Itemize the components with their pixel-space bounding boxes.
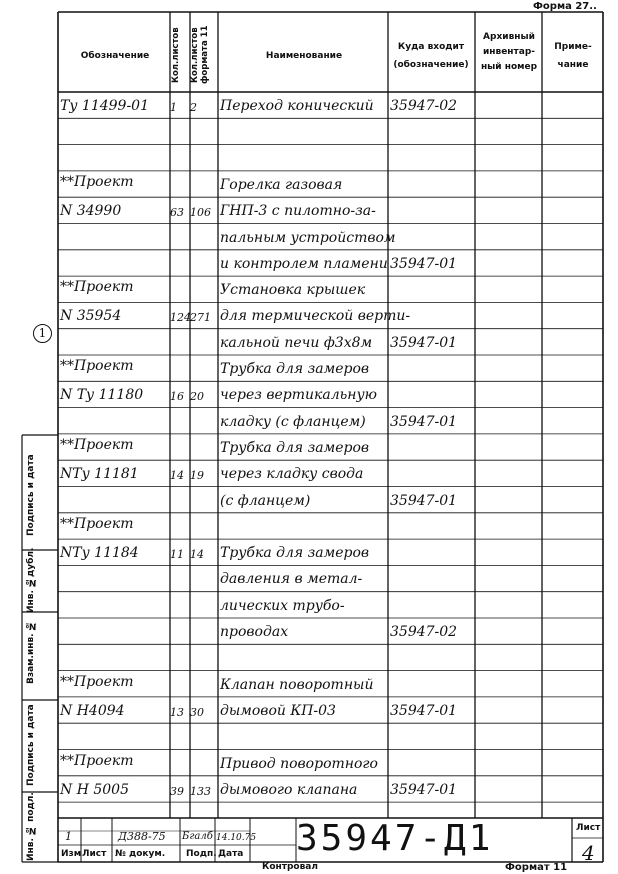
- stamp-izm-value: 1: [65, 830, 72, 843]
- header-designation: Обозначение: [80, 51, 150, 61]
- header-format11: [190, 18, 214, 92]
- stamp-col-izm: Изм: [61, 849, 82, 859]
- form-label: Форма 27..: [533, 1, 597, 12]
- cell-designation: Ту 11499-01: [60, 98, 149, 114]
- cell-sheets: 63: [170, 206, 184, 220]
- cell-format11: 2: [190, 101, 197, 114]
- cell-name: ГНП-3 с пилотно-за-: [220, 203, 376, 220]
- cell-name: пальным устройством: [220, 229, 396, 246]
- cell-designation: **Проект: [60, 515, 134, 532]
- stamp-col-list: Лист: [82, 849, 107, 859]
- stamp-doc-number: Д388-75: [118, 830, 166, 843]
- format-label: Формат 11: [505, 862, 568, 873]
- cell-designation: N 34990: [60, 203, 122, 220]
- cell-designation: NТу 11181: [60, 466, 139, 483]
- cell-name: для термической верти-: [220, 308, 411, 325]
- stamp-date-value: 14.10.75: [216, 833, 257, 843]
- cell-name: Установка крышек: [220, 282, 366, 299]
- header-name: Наименование: [265, 51, 343, 61]
- cell-format11: 14: [190, 548, 204, 562]
- cell-name: Переход конический: [220, 98, 374, 114]
- cell-sheets: 16: [170, 390, 184, 404]
- cell-name: лических трубо-: [220, 597, 345, 614]
- cell-sheets: 13: [170, 705, 184, 719]
- header-archive: Архивный инвентар-ный номер: [480, 32, 538, 72]
- cell-name: Горелка газовая: [220, 176, 343, 193]
- cell-where: 35947-01: [390, 702, 458, 719]
- cell-name: дымового клапана: [220, 781, 358, 798]
- cell-where: 35947-01: [390, 413, 458, 430]
- cell-where: 35947-01: [390, 492, 458, 509]
- header-note: Приме-чание: [554, 42, 592, 70]
- cell-where: 35947-02: [390, 98, 458, 114]
- cell-name: Трубка для замеров: [220, 361, 370, 377]
- side-label-sign-date-top: Подпись и дата: [26, 454, 36, 536]
- cell-format11: 30: [190, 705, 204, 719]
- cell-designation: **Проект: [60, 752, 134, 769]
- side-label-inv-orig: Инв. № подл.: [26, 792, 36, 862]
- control-label: Контровал: [262, 862, 318, 872]
- stamp-col-date: Дата: [218, 849, 244, 859]
- cell-sheets: 11: [170, 548, 184, 562]
- side-label-inv-dup: Инв. №дубл.: [26, 547, 36, 613]
- cell-name: Привод поворотного: [220, 755, 378, 772]
- cell-sheets: 124: [170, 311, 191, 325]
- revision-circle-mark: 1: [33, 324, 52, 343]
- cell-name: (с фланцем): [220, 492, 311, 509]
- cell-format11: 133: [190, 784, 211, 798]
- cell-designation: **Проект: [60, 673, 134, 690]
- cell-designation: NТу 11184: [60, 545, 139, 562]
- cell-name: Трубка для замеров: [220, 545, 370, 562]
- cell-name: дымовой КП-03: [220, 702, 336, 719]
- cell-name: проводах: [220, 624, 289, 640]
- cell-name: через вертикальную: [220, 387, 377, 404]
- stamp-sheet-label: Лист: [576, 823, 601, 833]
- cell-name: кальной печи ф3х8м: [220, 334, 373, 351]
- cell-name: и контролем пламени: [220, 255, 388, 272]
- cell-designation: N Н 5005: [60, 781, 129, 798]
- cell-format11: 19: [190, 469, 204, 483]
- cell-designation: N Н4094: [60, 702, 125, 719]
- cell-sheets: 39: [170, 784, 184, 798]
- header-format11-text: Кол.листов формата 11: [190, 25, 210, 85]
- cell-where: 35947-01: [390, 781, 458, 798]
- cell-designation: N Ту 11180: [60, 387, 144, 404]
- stamp-signature: Бгалб: [182, 831, 213, 842]
- cell-format11: 271: [190, 311, 211, 325]
- cell-where: 35947-02: [390, 624, 458, 640]
- cell-name: Трубка для замеров: [220, 439, 370, 456]
- stamp-col-sign: Подп.: [186, 849, 217, 859]
- cell-name: через кладку свода: [220, 466, 364, 483]
- stamp-col-doc: № докум.: [115, 849, 166, 859]
- side-label-replace-inv: Взам.инв. №: [26, 620, 36, 684]
- cell-name: Клапан поворотный: [220, 676, 374, 693]
- cell-name: кладку (с фланцем): [220, 413, 366, 430]
- stamp-sheet-number: 4: [582, 841, 595, 865]
- cell-name: давления в метал-: [220, 571, 363, 588]
- cell-sheets: 1: [170, 101, 177, 114]
- cell-designation: N 35954: [60, 308, 122, 325]
- document-code: 35947-Д1: [296, 818, 494, 859]
- header-where: Куда входит (обозначение): [393, 42, 469, 70]
- side-label-sign-date-bottom: Подпись и дата: [26, 704, 36, 786]
- header-sheets: Кол.листов: [171, 27, 181, 83]
- cell-format11: 20: [190, 390, 204, 404]
- cell-where: 35947-01: [390, 334, 458, 351]
- cell-sheets: 14: [170, 469, 184, 483]
- cell-format11: 106: [190, 206, 211, 220]
- cell-designation: **Проект: [60, 173, 134, 190]
- cell-where: 35947-01: [390, 255, 458, 272]
- cell-designation: **Проект: [60, 436, 134, 453]
- cell-designation: **Проект: [60, 279, 134, 296]
- cell-designation: **Проект: [60, 358, 134, 374]
